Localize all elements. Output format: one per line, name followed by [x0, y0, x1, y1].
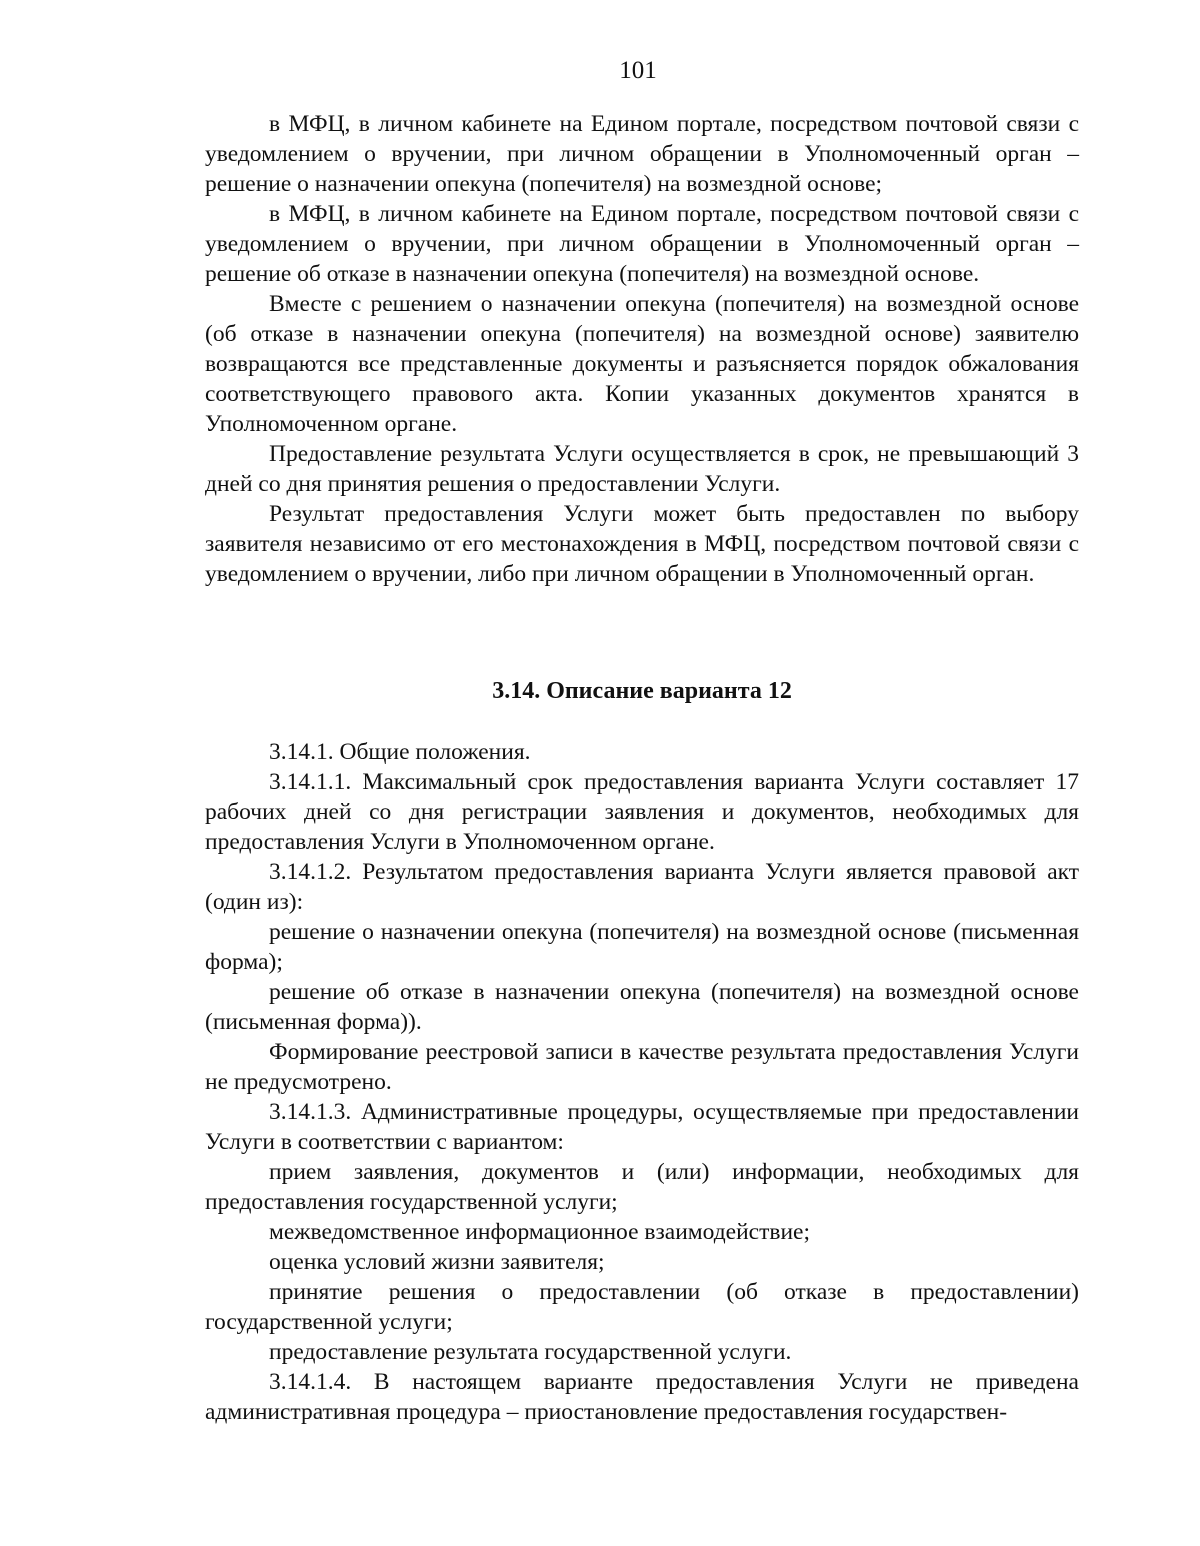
paragraph: принятие решения о предоставлении (об отказе в предоставлении) государственной услуги;: [205, 1279, 1079, 1335]
paragraph: Результат предоставления Услуги может быть предоставлен по выбору заявителя независимо от его местонахождения в МФЦ, посредством почтовой связи с уведомлением о вручении, либо при личном обращении в Уполномоченный орган.: [205, 501, 1079, 587]
paragraph: 3.14.1.4. В настоящем варианте предоставления Услуги не приведена административная процедура – приостановление предоставления государствен-: [205, 1369, 1079, 1425]
paragraph: межведомственное информационное взаимодействие;: [269, 1219, 811, 1245]
paragraph: Формирование реестровой записи в качестве результата предоставления Услуги не предусмотрено.: [205, 1039, 1079, 1095]
paragraph: оценка условий жизни заявителя;: [269, 1249, 605, 1275]
paragraph: 3.14.1. Общие положения.: [269, 739, 531, 765]
section-heading: 3.14. Описание варианта 12: [492, 678, 792, 704]
paragraph: предоставление результата государственной услуги.: [269, 1339, 792, 1365]
page-number: 101: [619, 57, 657, 84]
text-block-after-heading: [205, 737, 1079, 1427]
paragraph: в МФЦ, в личном кабинете на Едином портале, посредством почтовой связи с уведомлением о вручении, при личном обращении в Уполномоченный орган – решение об отказе в назначении опекуна (попечителя) на возмездной основе.: [205, 201, 1079, 287]
paragraph: прием заявления, документов и (или) информации, необходимых для предоставления государственной услуги;: [205, 1159, 1079, 1215]
paragraph: 3.14.1.1. Максимальный срок предоставления варианта Услуги составляет 17 рабочих дней со дня регистрации заявления и документов, необходимых для предоставления Услуги в Уполномоченном органе.: [205, 769, 1079, 855]
paragraph: решение о назначении опекуна (попечителя) на возмездной основе (письменная форма);: [205, 919, 1079, 975]
paragraph: Предоставление результата Услуги осуществляется в срок, не превышающий 3 дней со дня принятия решения о предоставлении Услуги.: [205, 441, 1079, 497]
paragraph: 3.14.1.3. Административные процедуры, осуществляемые при предоставлении Услуги в соответствии с вариантом:: [205, 1099, 1079, 1155]
paragraph: Вместе с решением о назначении опекуна (попечителя) на возмездной основе (об отказе в назначении опекуна (попечителя) на возмездной основе) заявителю возвращаются все представленные документы и разъясняется порядок обжалования соответствующего правового акта. Копии указанных документов хранятся в Уполномоченном органе.: [205, 291, 1079, 437]
paragraph: решение об отказе в назначении опекуна (попечителя) на возмездной основе (письменная форма)).: [205, 979, 1079, 1035]
paragraph: 3.14.1.2. Результатом предоставления варианта Услуги является правовой акт (один из):: [205, 859, 1079, 915]
paragraph: в МФЦ, в личном кабинете на Едином портале, посредством почтовой связи с уведомлением о вручении, при личном обращении в Уполномоченный орган – решение о назначении опекуна (попечителя) на возмездной основе;: [205, 111, 1079, 197]
text-block-before-heading: [205, 109, 1079, 589]
